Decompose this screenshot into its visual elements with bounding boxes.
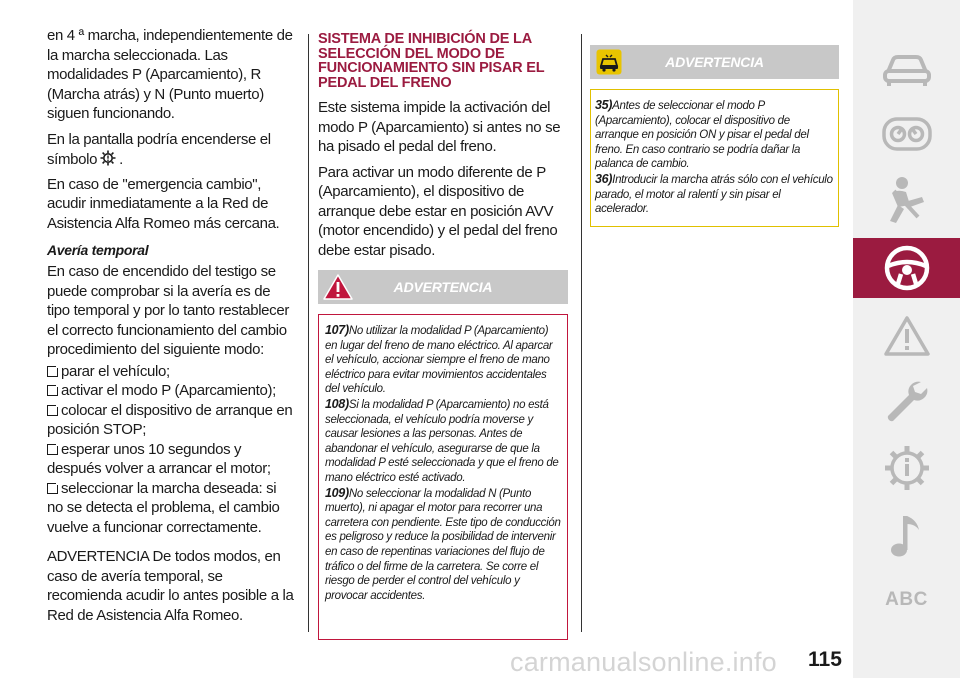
warning-triangle-icon: [322, 273, 354, 306]
warning-box: [318, 270, 568, 640]
checkbox-bullet-icon: [47, 405, 58, 416]
paragraph: Este sistema impide la activación del modo P (Aparcamiento) si antes no se ha pisado el pedal del freno.: [318, 99, 561, 155]
page-number: 115: [808, 648, 842, 671]
warning-body: [318, 314, 568, 640]
paragraph-text: En la pantalla podría encenderse el símbolo: [47, 130, 271, 168]
info-gear-icon: [883, 444, 931, 492]
music-note-icon: [887, 512, 927, 560]
warning-item: 109)No seleccionar la modalidad N (Punto muerto), ni apagar el motor para recorrer una carretera con pendiente. Este tipo de conducción es peligroso y reduce la posibilidad de intervenir en caso de repentinas variaciones del flujo de tráfico o del firme de la carretera. Se corre el riesgo de perder el control del vehículo y provocar accidentes.: [325, 485, 561, 602]
column-1: [47, 26, 295, 631]
checkbox-bullet-icon: [47, 366, 58, 377]
list-item: seleccionar la marcha deseada: si no se detecta el problema, el cambio vuelve a funcionar correctamente.: [47, 479, 280, 536]
sidebar-item-driving[interactable]: [853, 238, 960, 298]
chapter-sidebar: [853, 0, 960, 678]
gear-warning-icon: [99, 149, 117, 173]
sidebar-item-index[interactable]: [853, 570, 960, 630]
abc-icon: ABC: [885, 589, 928, 610]
warning-item: 36)Introducir la marcha atrás sólo con el vehículo parado, el motor al ralentí y sin pisar el acelerador.: [595, 171, 833, 216]
checkbox-bullet-icon: [47, 444, 58, 455]
warning-item: 35)Antes de seleccionar el modo P (Aparcamiento), colocar el dispositivo de arranque en posición ON y pisar el pedal del freno. En caso contrario se podría dañar la palanca de cambio.: [595, 98, 809, 171]
sidebar-item-emergency[interactable]: [853, 306, 960, 366]
car-damage-warning-icon: [596, 49, 622, 80]
sidebar-item-safety[interactable]: [853, 170, 960, 230]
sidebar-item-car[interactable]: [853, 40, 960, 100]
paragraph: En caso de encendido del testigo se puede comprobar si la avería es de tipo temporal y por lo tanto restablecer el correcto funcionamiento del cambio procedimiento del siguiente modo:: [47, 263, 289, 358]
warning-header: [590, 45, 839, 79]
paragraph: Para activar un modo diferente de P (Aparcamiento), el dispositivo de arranque debe estar en posición AVV (motor encendido) y el pedal del freno debe estar pisado.: [318, 163, 558, 259]
sidebar-item-instruments[interactable]: [853, 104, 960, 164]
checkbox-bullet-icon: [47, 385, 58, 396]
warning-triangle-icon: [883, 315, 931, 357]
warning-item: 107)No utilizar la modalidad P (Aparcamiento) en lugar del freno de mano eléctrico. Al aparcar el vehículo, accionar siempre el freno de mano eléctrico para evitar movimientos accidentales del vehículo.: [325, 323, 553, 396]
list-item: parar el vehículo;: [47, 362, 295, 382]
car-icon: [882, 52, 932, 88]
sidebar-item-technical-data[interactable]: [853, 438, 960, 498]
sidebar-item-maintenance[interactable]: [853, 372, 960, 432]
checkbox-bullet-icon: [47, 483, 58, 494]
column-2: [318, 26, 570, 266]
wrench-icon: [883, 378, 931, 426]
list-item: colocar el dispositivo de arranque en posición STOP;: [47, 401, 293, 438]
warning-title: ADVERTENCIA: [393, 279, 493, 295]
subheading: Avería temporal: [47, 242, 149, 258]
watermark: carmanualsonline.info: [510, 647, 777, 677]
column-divider: [308, 34, 309, 632]
column-divider: [581, 34, 582, 632]
warning-title: ADVERTENCIA: [665, 54, 764, 70]
warning-box: [590, 45, 839, 227]
paragraph: en 4 ª marcha, independientemente de la marcha seleccionada. Las modalidades P (Aparcamiento), R (Marcha atrás) y N (Punto muerto) siguen funcionando.: [47, 27, 293, 122]
sidebar-item-multimedia[interactable]: [853, 506, 960, 566]
section-title: SISTEMA DE INHIBICIÓN DE LA SELECCIÓN DEL MODO DE FUNCIONAMIENTO SIN PISAR EL PEDAL DEL FRENO: [318, 31, 545, 91]
seatbelt-person-icon: [884, 175, 930, 225]
paragraph: En caso de "emergencia cambio", acudir inmediatamente a la Red de Asistencia Alfa Romeo más cercana.: [47, 175, 280, 232]
steering-wheel-icon: [883, 244, 931, 292]
warning-header: [318, 270, 568, 304]
paragraph-text: .: [119, 151, 123, 168]
paragraph: ADVERTENCIA De todos modos, en caso de avería temporal, se recomienda acudir lo antes posible a la Red de Asistencia Alfa Romeo.: [47, 548, 294, 624]
warning-item: 108)Si la modalidad P (Aparcamiento) no está seleccionada, el vehículo podría moverse y causar lesiones a las personas. Antes de abandonar el vehículo, asegurarse de que la modalidad P esté seleccionada y que el freno de mano eléctrico esté activado.: [325, 396, 559, 484]
paragraph: [47, 130, 295, 173]
list-item: activar el modo P (Aparcamiento);: [47, 381, 295, 401]
warning-body: [590, 89, 839, 227]
dashboard-gauges-icon: [882, 117, 932, 151]
list-item: esperar unos 10 segundos y después volver a arrancar el motor;: [47, 440, 271, 477]
bullet-list: [47, 362, 295, 538]
